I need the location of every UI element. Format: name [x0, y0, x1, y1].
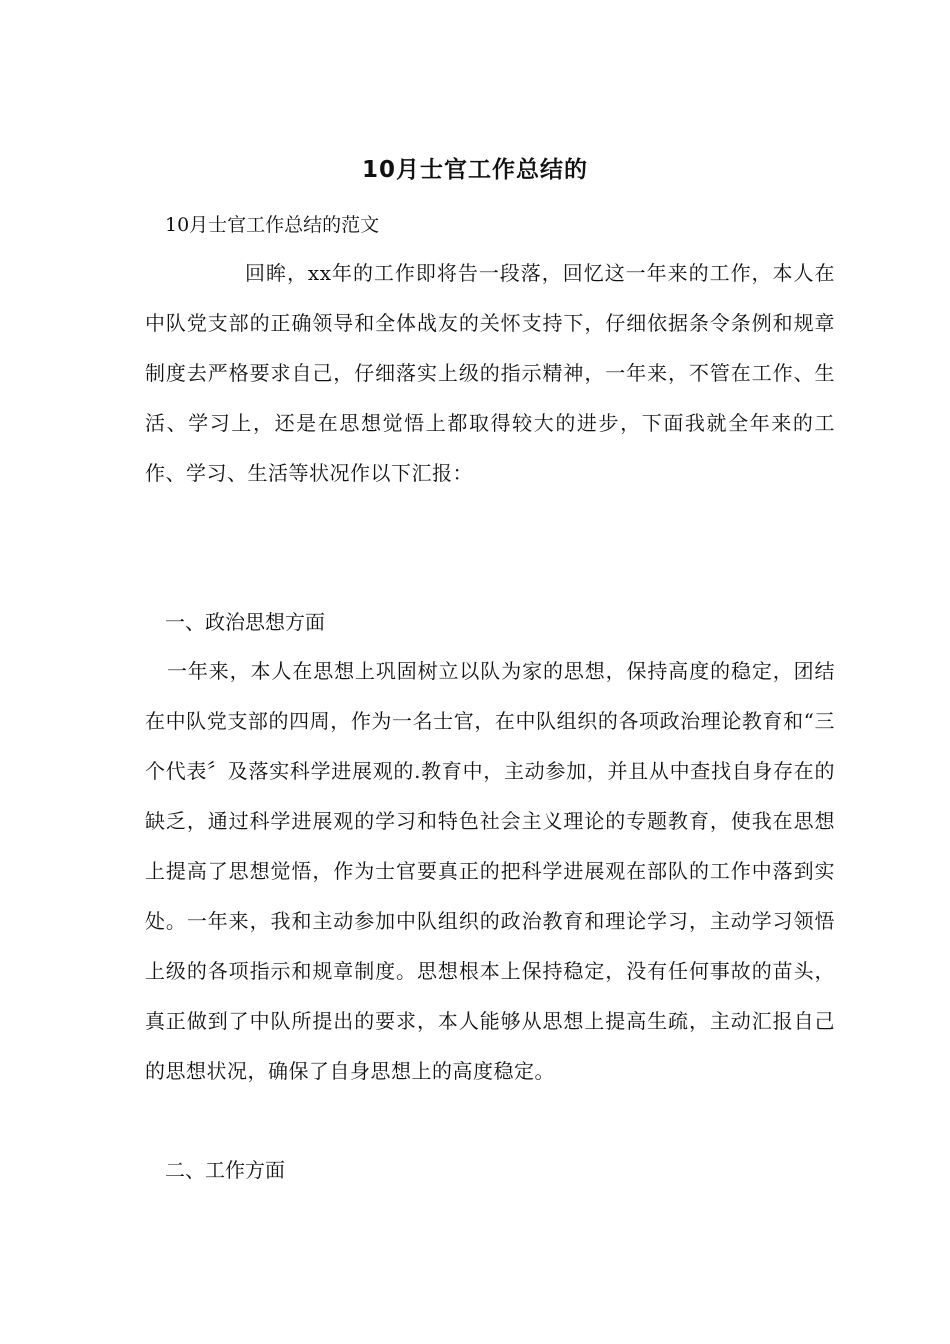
section-paragraph-politics: 一年来，本人在思想上巩固树立以队为家的思想，保持高度的稳定，团结在中队党支部的四周，作为一名士官，在中队组织的各项政治理论教育和“三个代表〞及落实科学进展观的.教育中，主动参加，并且从中查找自身存在的缺乏，通过科学进展观的学习和特色社会主义理论的专题教育，使我在思想上提高了思想觉悟，作为士官要真正的把科学进展观在部队的工作中落到实处。一年来，我和主动参加中队组织的政治教育和理论学习，主动学习领悟上级的各项指示和规章制度。思想根本上保持稳定，没有任何事故的苗头，真正做到了中队所提出的要求，本人能够从思想上提高生疏，主动汇报自己的思想状况，确保了自身思想上的高度稳定。: [145, 659, 835, 1083]
section-heading-work: 二、工作方面: [165, 1158, 285, 1182]
section-heading-politics: 一、政治思想方面: [165, 610, 325, 634]
intro-paragraph: 回眸，xx年的工作即将告一段落，回忆这一年来的工作，本人在中队党支部的正确领导和全体战友的关怀支持下，仔细依据条令条例和规章制度去严格要求自己，仔细落实上级的指示精神，一年来，不管在工作、生活、学习上，还是在思想觉悟上都取得较大的进步，下面我就全年来的工作、学习、生活等状况作以下汇报：: [145, 261, 835, 485]
document-title: 10月士官工作总结的: [361, 157, 588, 183]
document-subtitle: 10月士官工作总结的范文: [165, 214, 380, 236]
